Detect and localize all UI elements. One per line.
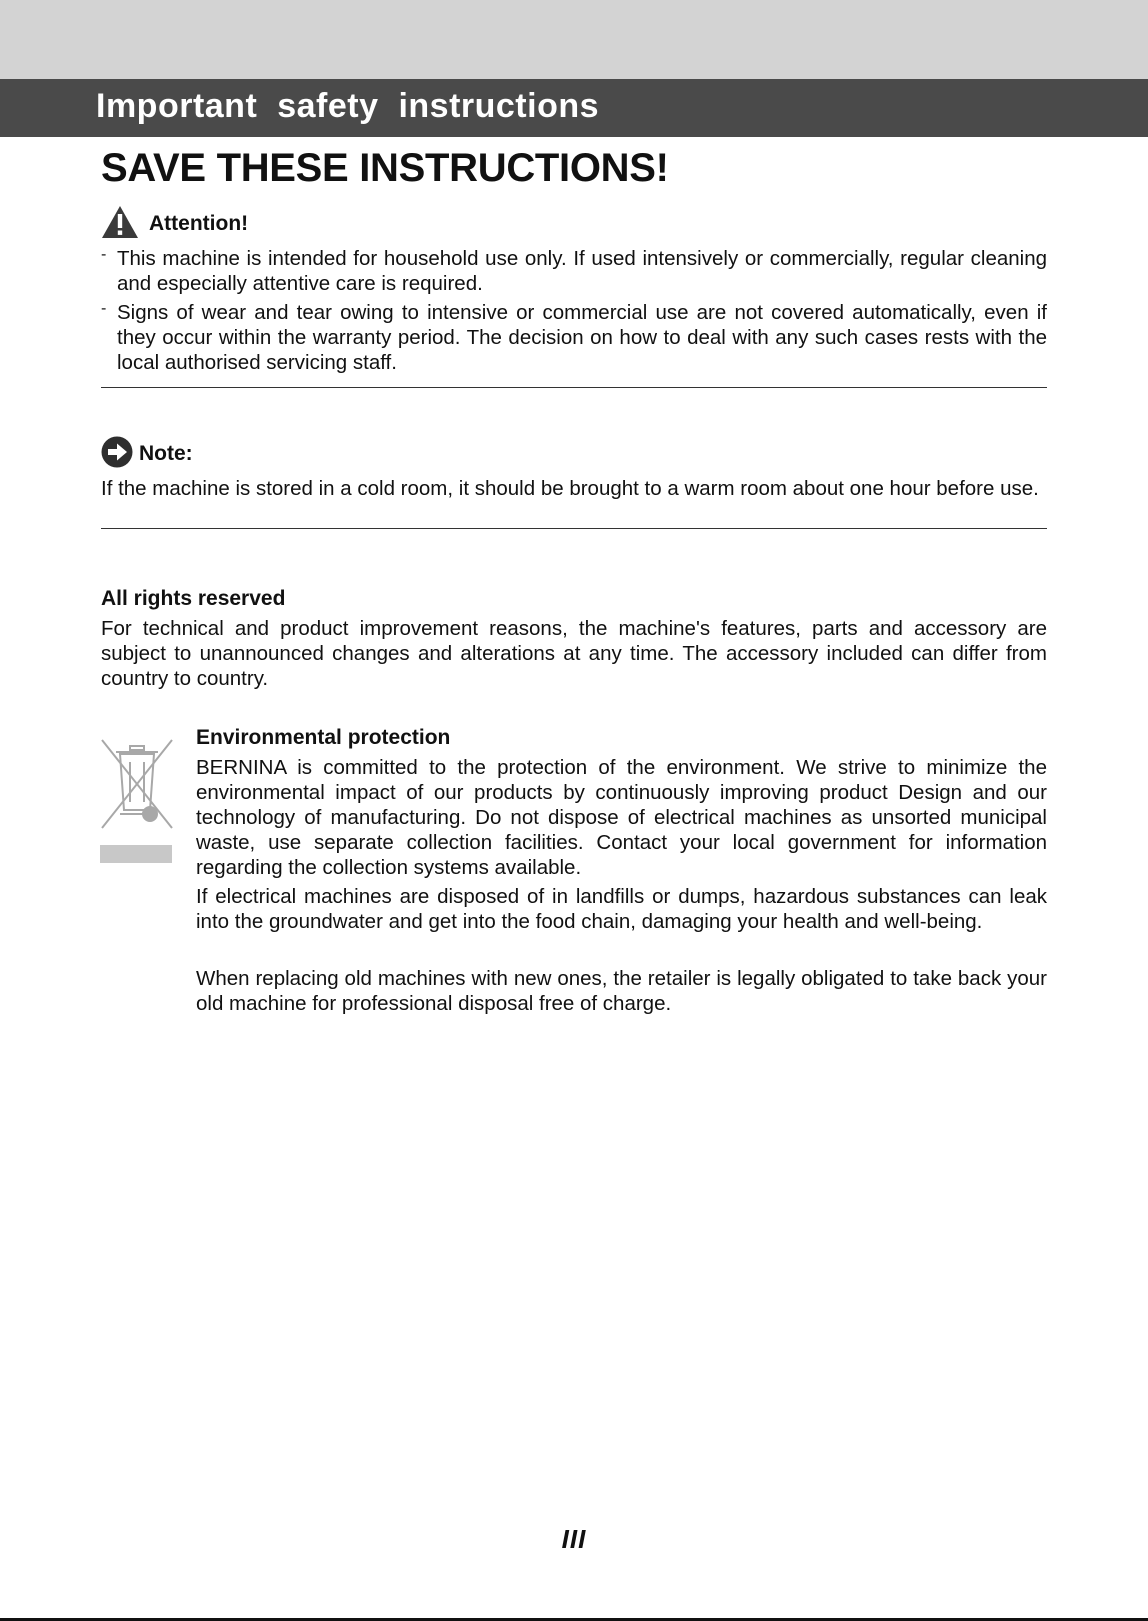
- environment-heading: Environmental protection: [196, 726, 451, 749]
- environment-section: [196, 726, 1047, 1016]
- environment-paragraph: When replacing old machines with new ones, the retailer is legally obligated to take back your old machine for professional disposal free of charge.: [196, 967, 1047, 1015]
- header-title: Important safety instructions: [96, 87, 600, 125]
- attention-label-row: [101, 206, 1047, 242]
- arrow-circle-icon: [101, 436, 133, 473]
- section-divider: [101, 528, 1047, 529]
- rights-text: For technical and product improvement reasons, the machine's features, parts and accessory are subject to unannounced changes and alterations at any time. The accessory included can differ from country to country.: [101, 617, 1047, 690]
- top-band: [0, 0, 1148, 79]
- page-number: III: [561, 1524, 587, 1554]
- attention-item-text: This machine is intended for household use only. If used intensively or commercially, regular cleaning and especially attentive care is required.: [117, 247, 1047, 295]
- note-label-row: [101, 436, 1047, 472]
- warning-triangle-icon: [101, 205, 139, 244]
- attention-item: - Signs of wear and tear owing to intensive or commercial use are not covered automatically, even if they occur within the warranty period. The decision on how to deal with any such cases rests with the local authorised servicing staff.: [101, 300, 1047, 374]
- attention-item-text: Signs of wear and tear owing to intensive or commercial use are not covered automatically, even if they occur within the warranty period. The decision on how to deal with any such cases rests with the local authorised servicing staff.: [117, 301, 1047, 374]
- attention-label: Attention!: [149, 212, 249, 235]
- crossed-out-wheelie-bin-icon: [100, 738, 174, 835]
- environment-paragraph: If electrical machines are disposed of in landfills or dumps, hazardous substances can leak into the groundwater and get into the food chain, damaging your health and well-being.: [196, 885, 1047, 933]
- attention-item: - This machine is intended for household use only. If used intensively or commercially, regular cleaning and especially attentive care is required.: [101, 246, 1047, 295]
- note-text: If the machine is stored in a cold room, it should be brought to a warm room about one hour before use.: [101, 477, 1039, 500]
- environment-paragraph: BERNINA is committed to the protection of the environment. We strive to minimize the environmental impact of our products by continuously improving product Design and our technology of manufacturing. Do not dispose of electrical machines as unsorted municipal waste, use separate collection facilities. Contact your local government for information regarding the collection systems available.: [196, 756, 1047, 879]
- note-label: Note:: [139, 442, 193, 465]
- section-divider: [101, 387, 1047, 388]
- rights-heading: All rights reserved: [101, 587, 286, 610]
- attention-section: [101, 206, 1047, 375]
- page-title: SAVE THESE INSTRUCTIONS!: [101, 146, 669, 190]
- weee-bar: [100, 845, 172, 863]
- header-bar: [0, 79, 1148, 137]
- rights-section: [101, 587, 1047, 691]
- note-section: [101, 436, 1047, 501]
